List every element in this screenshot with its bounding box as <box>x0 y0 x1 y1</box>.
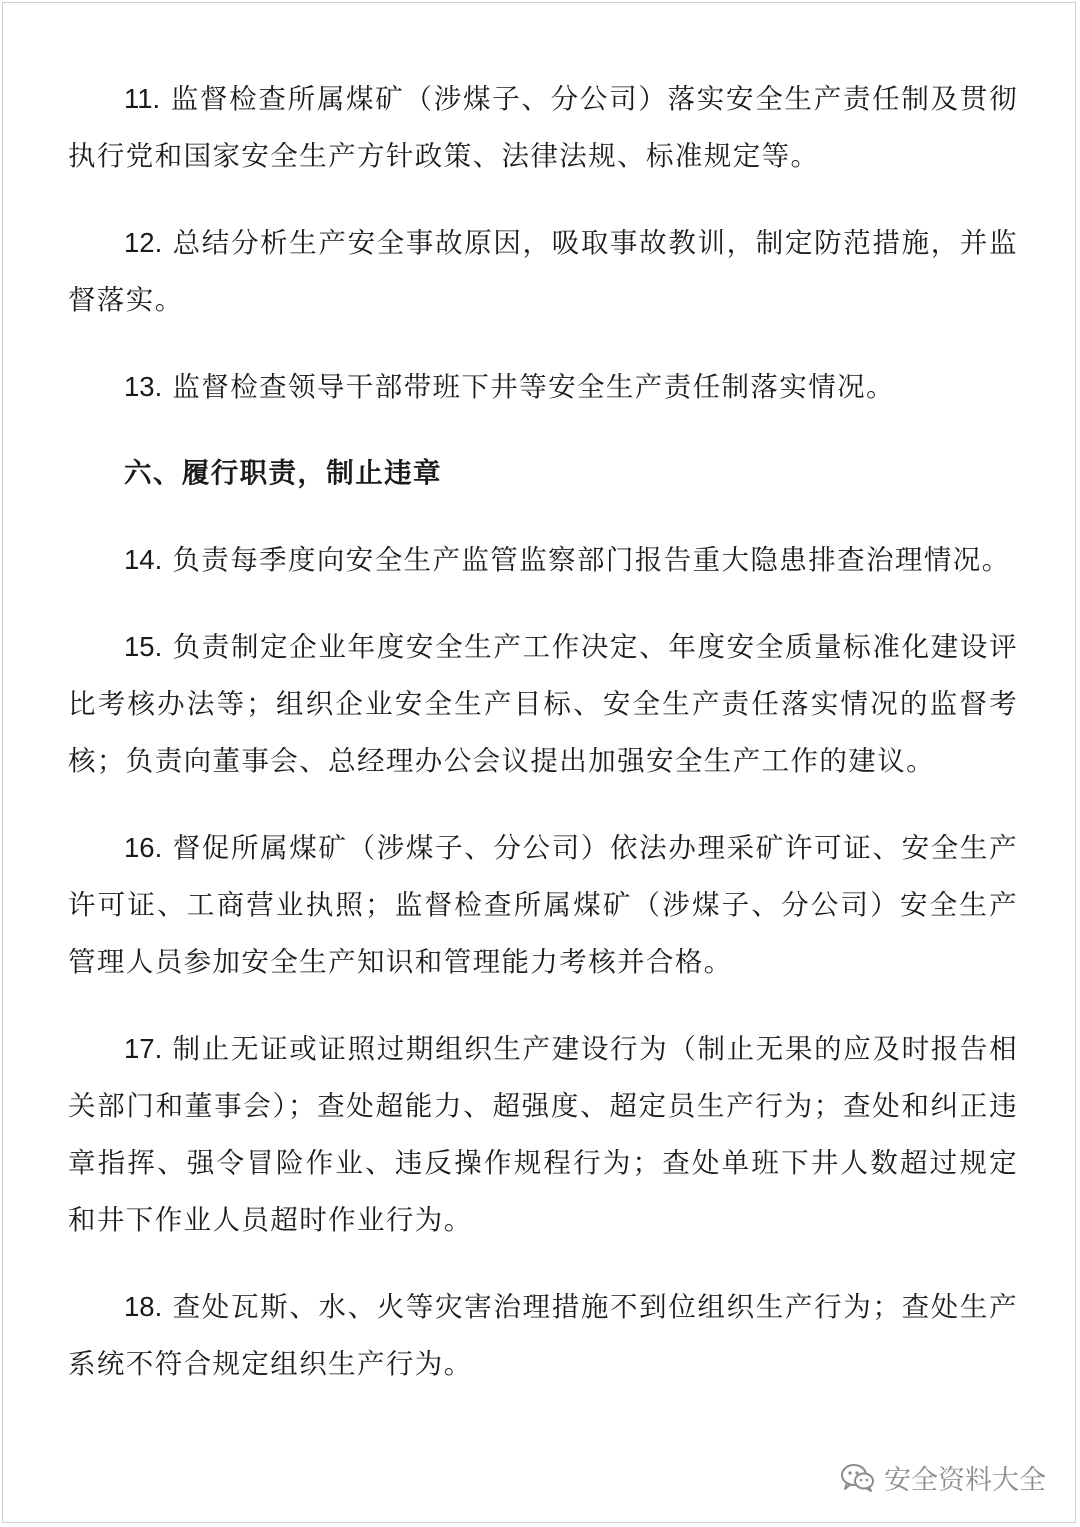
clause-17 <box>68 1020 1018 1249</box>
clause-11 <box>68 70 1018 185</box>
document-body <box>68 70 1018 1422</box>
watermark-text: 安全资料大全 <box>884 1465 1046 1496</box>
clause-text: 制止无证或证照过期组织生产建设行为（制止无果的应及时报告相关部门和董事会）；查处超能力、超强度、超定员生产行为；查处和纠正违章指挥、强令冒险作业、违反操作规程行为；查处单班下井人数超过规定和井下作业人员超时作业行为。 <box>68 1033 1018 1236</box>
clause-text: 负责制定企业年度安全生产工作决定、年度安全质量标准化建设评比考核办法等；组织企业安全生产目标、安全生产责任落实情况的监督考核；负责向董事会、总经理办公会议提出加强安全生产工作的建议。 <box>68 631 1018 777</box>
clause-number: 15. <box>124 631 163 662</box>
clause-13 <box>68 358 1018 416</box>
section-heading: 六、履行职责，制止违章 <box>124 457 442 489</box>
clause-number: 11. <box>124 83 161 114</box>
clause-text: 查处瓦斯、水、火等灾害治理措施不到位组织生产行为；查处生产系统不符合规定组织生产行为。 <box>68 1291 1018 1380</box>
clause-number: 18. <box>124 1291 163 1322</box>
clause-text: 总结分析生产安全事故原因，吸取事故教训，制定防范措施，并监督落实。 <box>68 227 1018 316</box>
clause-16 <box>68 819 1018 991</box>
clause-number: 16. <box>124 832 163 863</box>
clause-14 <box>68 531 1018 589</box>
wechat-icon <box>840 1463 876 1493</box>
clause-text: 负责每季度向安全生产监管监察部门报告重大隐患排查治理情况。 <box>172 544 1011 576</box>
clause-15 <box>68 618 1018 790</box>
clause-number: 17. <box>124 1033 163 1064</box>
clause-text: 监督检查所属煤矿（涉煤子、分公司）落实安全生产责任制及贯彻执行党和国家安全生产方针政策、法律法规、标准规定等。 <box>68 83 1018 172</box>
clause-number: 13. <box>124 371 163 402</box>
clause-text: 监督检查领导干部带班下井等安全生产责任制落实情况。 <box>172 371 895 403</box>
clause-18 <box>68 1278 1018 1393</box>
watermark <box>840 1458 1046 1497</box>
clause-number: 12. <box>124 227 163 258</box>
clause-number: 14. <box>124 544 163 575</box>
clause-text: 督促所属煤矿（涉煤子、分公司）依法办理采矿许可证、安全生产许可证、工商营业执照；监督检查所属煤矿（涉煤子、分公司）安全生产管理人员参加安全生产知识和管理能力考核并合格。 <box>68 832 1018 978</box>
clause-12 <box>68 214 1018 329</box>
